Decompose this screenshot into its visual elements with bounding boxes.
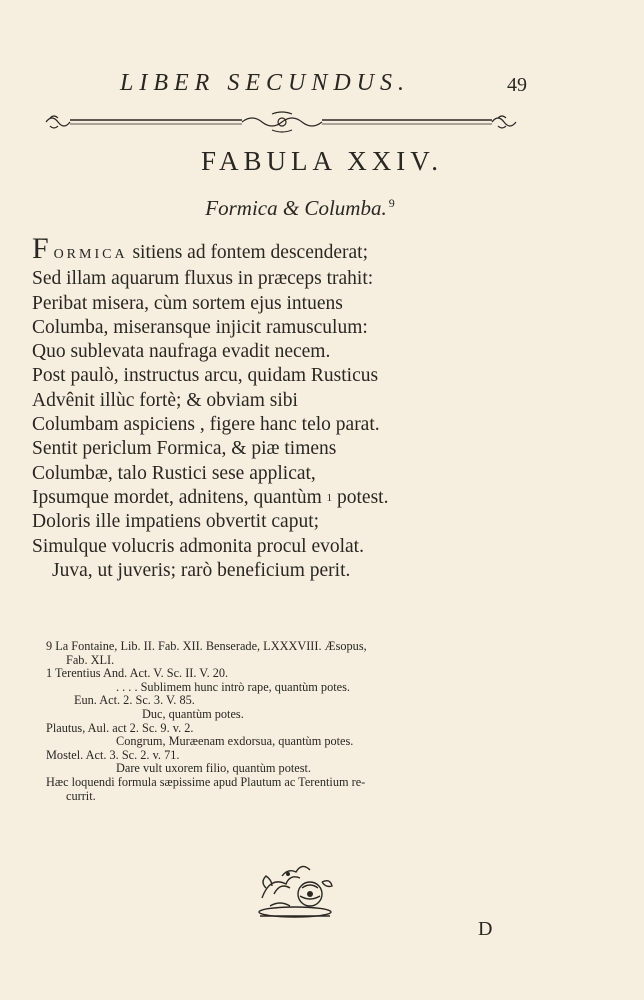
- footnote-marker: 1: [326, 491, 333, 504]
- footnote-line: 9 La Fontaine, Lib. II. Fab. XII. Benserade, LXXXVIII. Æsopus,: [46, 639, 367, 653]
- subtitle-text: Formica & Columba.: [205, 196, 387, 220]
- verse-line: Peribat misera, cùm sortem ejus intuens: [32, 292, 343, 314]
- footnote-line: . . . . Sublimem hunc intrò rape, quantùm potes.: [116, 679, 350, 694]
- footnotes: [46, 640, 546, 803]
- tailpiece-vignette-icon: [252, 858, 338, 922]
- decorative-headband-icon: [42, 108, 522, 136]
- fable-verse: [32, 232, 512, 583]
- line-text-after-note: potest.: [337, 486, 389, 508]
- footnote-line: Eun. Act. 2. Sc. 3. V. 85.: [74, 693, 195, 708]
- verse-line: Post paulò, instructus arcu, quidam Rusticus: [32, 365, 379, 387]
- footnote-line: currit.: [66, 788, 96, 803]
- footnote-line: Duc, quantùm potes.: [142, 706, 244, 721]
- verse-line-first: [32, 232, 512, 267]
- footnote-line: Dare vult uxorem filio, quantùm potest.: [116, 761, 312, 776]
- footnote-line: Plautus, Aul. act 2. Sc. 9. v. 2.: [46, 720, 194, 735]
- verse-line: Quo sublevata naufraga evadit necem.: [32, 341, 331, 363]
- verse-line: Sentit periclum Formica, & piæ timens: [32, 438, 337, 460]
- verse-line: Columbam aspiciens , figere hanc telo parat.: [32, 414, 380, 436]
- fable-subtitle: [0, 196, 580, 221]
- verse-line: Sed illam aquarum fluxus in præceps trahit:: [32, 268, 374, 290]
- footnote-line: Hæc loquendi formula sæpissime apud Plautum ac Terentium re-: [46, 774, 366, 789]
- footnote-line: Mostel. Act. 3. Sc. 2. v. 71.: [46, 747, 180, 762]
- verse-line-with-note: [32, 486, 512, 510]
- first-line-rest: sitiens ad fontem descenderat;: [127, 242, 368, 263]
- verse-line: Columba, miseransque injicit ramusculum:: [32, 316, 368, 338]
- footnote-line: Congrum, Muræenam exdorsua, quantùm potes.: [116, 734, 354, 749]
- footnote-line: 1 Terentius And. Act. V. Sc. II. V. 20.: [46, 666, 229, 681]
- first-word-smallcaps: ORMICA: [53, 247, 128, 262]
- moral-line: Juva, ut juveris; rarò beneficium perit.: [52, 559, 351, 581]
- verse-line: Simulque volucris admonita procul evolat.: [32, 535, 364, 557]
- page-number: 49: [507, 74, 527, 96]
- running-head: LIBER SECUNDUS.: [120, 70, 410, 96]
- line-text-before-note: Ipsumque mordet, adnitens, quantùm: [32, 486, 322, 508]
- subtitle-note-marker: 9: [388, 196, 395, 210]
- verse-line: Advênit illùc fortè; & obviam sibi: [32, 389, 298, 411]
- footnote-line: Fab. XLI.: [66, 652, 115, 667]
- verse-line: Doloris ille impatiens obvertit caput;: [32, 511, 320, 533]
- fable-title: FABULA XXIV.: [200, 146, 444, 176]
- signature-mark: D: [478, 918, 493, 940]
- verse-line: Columbæ, talo Rustici sese applicat,: [32, 462, 316, 484]
- drop-cap: F: [32, 232, 49, 265]
